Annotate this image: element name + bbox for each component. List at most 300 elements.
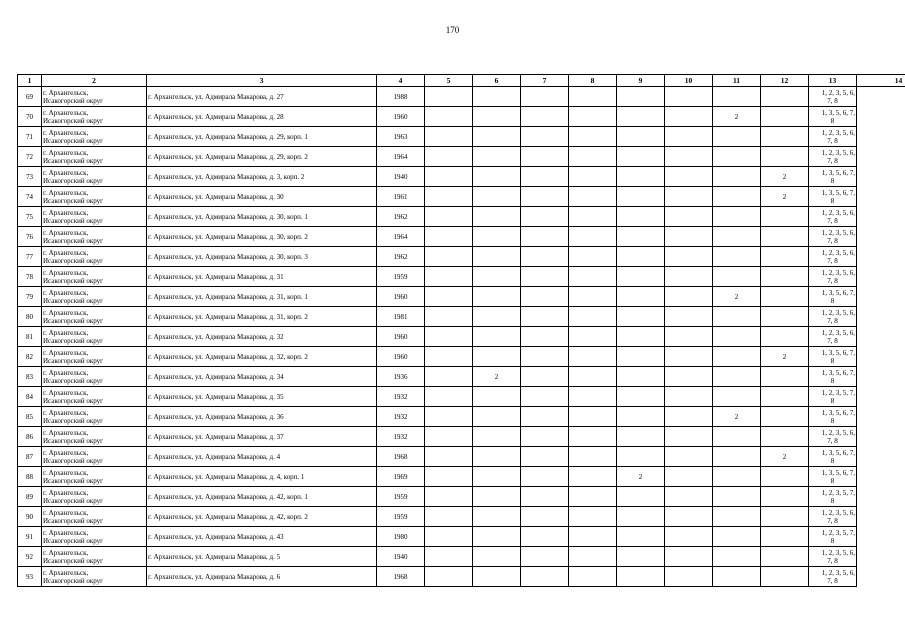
row-number: 88 (18, 467, 42, 487)
address-cell: г. Архангельск, ул. Адмирала Макарова, д. 31, корп. 2 (147, 307, 377, 327)
value-cell-col-6 (473, 447, 521, 467)
value-cell-col-11 (713, 247, 761, 267)
value-cell-col-11 (713, 527, 761, 547)
municipality-line: Исакогорский округ (43, 336, 104, 345)
row-number: 87 (18, 447, 42, 467)
address-cell: г. Архангельск, ул. Адмирала Макарова, д. 32, корп. 2 (147, 347, 377, 367)
value-cell-col-6 (473, 507, 521, 527)
year-cell: 1960 (377, 287, 425, 307)
year-cell: 1963 (377, 127, 425, 147)
value-cell-col-5 (425, 267, 473, 287)
value-cell-col-7 (521, 527, 569, 547)
value-cell-col-5 (425, 187, 473, 207)
municipality-line: г. Архангельск, (43, 308, 89, 317)
table-row (18, 107, 905, 127)
year-cell: 1959 (377, 267, 425, 287)
work-types-line: 1, 2, 3, 5, 6, (821, 308, 855, 317)
address-cell: г. Архангельск, ул. Адмирала Макарова, д. 31, корп. 1 (147, 287, 377, 307)
value-cell-col-7 (521, 107, 569, 127)
value-cell-col-5 (425, 527, 473, 547)
value-cell-col-12: 2 (761, 187, 809, 207)
work-types-line: 8 (830, 376, 835, 385)
value-cell-col-6 (473, 547, 521, 567)
table-body (18, 87, 905, 587)
value-cell-col-12 (761, 427, 809, 447)
table-row (18, 507, 905, 527)
value-cell-col-12: 2 (761, 447, 809, 467)
value-cell-col-5 (425, 87, 473, 107)
value-cell-col-11 (713, 207, 761, 227)
value-cell-col-9 (617, 247, 665, 267)
value-cell-col-7 (521, 267, 569, 287)
value-cell-col-5 (425, 507, 473, 527)
value-cell-col-12 (761, 527, 809, 547)
row-number: 93 (18, 567, 42, 587)
column-header-9: 9 (617, 75, 665, 87)
row-number: 83 (18, 367, 42, 387)
municipality-line: Исакогорский округ (43, 196, 104, 205)
value-cell-col-6 (473, 487, 521, 507)
value-cell-col-7 (521, 167, 569, 187)
value-cell-col-5 (425, 487, 473, 507)
year-cell: 1964 (377, 227, 425, 247)
value-cell-col-6: 2 (473, 367, 521, 387)
value-cell-col-9 (617, 367, 665, 387)
work-types-line: 8 (830, 296, 835, 305)
value-cell-col-12 (761, 547, 809, 567)
row-number: 80 (18, 307, 42, 327)
value-cell-col-6 (473, 347, 521, 367)
value-cell-col-9 (617, 207, 665, 227)
municipality-cell (42, 387, 147, 407)
value-cell-col-12 (761, 247, 809, 267)
work-types-line: 7, 8 (827, 576, 838, 585)
work-types-line: 1, 3, 5, 6, 7, (821, 408, 855, 417)
row-number: 89 (18, 487, 42, 507)
row-number: 72 (18, 147, 42, 167)
address-cell: г. Архангельск, ул. Адмирала Макарова, д. 29, корп. 2 (147, 147, 377, 167)
value-cell-col-5 (425, 147, 473, 167)
value-cell-col-7 (521, 347, 569, 367)
work-types-line: 1, 3, 5, 6, 7, (821, 288, 855, 297)
value-cell-col-5 (425, 287, 473, 307)
value-cell-col-10 (665, 107, 713, 127)
work-types-cell (809, 427, 857, 447)
municipality-cell (42, 267, 147, 287)
work-types-line: 7, 8 (827, 256, 838, 265)
address-cell: г. Архангельск, ул. Адмирала Макарова, д. 5 (147, 547, 377, 567)
municipality-line: г. Архангельск, (43, 328, 89, 337)
value-cell-col-12 (761, 567, 809, 587)
value-cell-col-11 (713, 447, 761, 467)
value-cell-col-5 (425, 367, 473, 387)
value-cell-col-8 (569, 447, 617, 467)
value-cell-col-6 (473, 527, 521, 547)
municipality-cell (42, 567, 147, 587)
value-cell-col-7 (521, 187, 569, 207)
municipality-line: Исакогорский округ (43, 576, 104, 585)
value-cell-col-8 (569, 547, 617, 567)
value-cell-col-10 (665, 487, 713, 507)
value-cell-col-8 (569, 187, 617, 207)
value-cell-col-9 (617, 267, 665, 287)
year-cell: 1960 (377, 327, 425, 347)
year-cell: 1932 (377, 387, 425, 407)
value-cell-col-10 (665, 267, 713, 287)
row-number: 91 (18, 527, 42, 547)
municipality-line: г. Архангельск, (43, 148, 89, 157)
work-types-line: 8 (830, 356, 835, 365)
value-cell-col-9 (617, 107, 665, 127)
column-header-4: 4 (377, 75, 425, 87)
value-cell-col-6 (473, 107, 521, 127)
work-types-cell (809, 387, 857, 407)
value-cell-col-8 (569, 287, 617, 307)
value-cell-col-9 (617, 187, 665, 207)
table-row (18, 287, 905, 307)
table-row (18, 487, 905, 507)
municipality-line: г. Архангельск, (43, 168, 89, 177)
work-types-cell (809, 487, 857, 507)
row-number: 69 (18, 87, 42, 107)
work-types-line: 1, 2, 3, 5, 6, (821, 88, 855, 97)
work-types-cell (809, 167, 857, 187)
address-cell: г. Архангельск, ул. Адмирала Макарова, д. 30, корп. 3 (147, 247, 377, 267)
work-types-line: 8 (830, 396, 835, 405)
work-types-cell (809, 567, 857, 587)
value-cell-col-12 (761, 267, 809, 287)
row-number: 70 (18, 107, 42, 127)
address-cell: г. Архангельск, ул. Адмирала Макарова, д. 29, корп. 1 (147, 127, 377, 147)
value-cell-col-9 (617, 507, 665, 527)
value-cell-col-11 (713, 127, 761, 147)
work-types-cell (809, 347, 857, 367)
municipality-line: г. Архангельск, (43, 528, 89, 537)
municipality-cell (42, 307, 147, 327)
column-header-2: 2 (42, 75, 147, 87)
value-cell-col-10 (665, 127, 713, 147)
table-row (18, 547, 905, 567)
municipality-line: г. Архангельск, (43, 368, 89, 377)
row-number: 85 (18, 407, 42, 427)
value-cell-col-8 (569, 107, 617, 127)
value-cell-col-9 (617, 347, 665, 367)
value-cell-col-7 (521, 287, 569, 307)
value-cell-col-8 (569, 507, 617, 527)
municipality-line: Исакогорский округ (43, 96, 104, 105)
municipality-cell (42, 427, 147, 447)
value-cell-col-9: 2 (617, 467, 665, 487)
work-types-line: 7, 8 (827, 136, 838, 145)
value-cell-col-9 (617, 387, 665, 407)
municipality-line: г. Архангельск, (43, 288, 89, 297)
work-types-line: 1, 3, 5, 6, 7, (821, 448, 855, 457)
value-cell-col-6 (473, 207, 521, 227)
value-cell-col-11 (713, 567, 761, 587)
value-cell-col-6 (473, 327, 521, 347)
municipality-cell (42, 207, 147, 227)
value-cell-col-7 (521, 467, 569, 487)
value-cell-col-12 (761, 147, 809, 167)
year-cell: 1962 (377, 247, 425, 267)
address-cell: г. Архангельск, ул. Адмирала Макарова, д. 42, корп. 1 (147, 487, 377, 507)
municipality-line: г. Архангельск, (43, 348, 89, 357)
row-number: 76 (18, 227, 42, 247)
value-cell-col-5 (425, 547, 473, 567)
table-row (18, 187, 905, 207)
value-cell-col-9 (617, 227, 665, 247)
work-types-line: 1, 3, 5, 6, 7, (821, 468, 855, 477)
value-cell-col-12 (761, 207, 809, 227)
work-types-line: 8 (830, 196, 835, 205)
work-types-line: 1, 2, 3, 5, 7, (821, 528, 855, 537)
value-cell-col-10 (665, 467, 713, 487)
year-cell: 1959 (377, 507, 425, 527)
work-types-line: 1, 2, 3, 5, 6, (821, 228, 855, 237)
value-cell-col-8 (569, 127, 617, 147)
column-header-3: 3 (147, 75, 377, 87)
work-types-cell (809, 307, 857, 327)
value-cell-col-9 (617, 547, 665, 567)
value-cell-col-11 (713, 367, 761, 387)
municipality-line: г. Архангельск, (43, 548, 89, 557)
municipality-line: Исакогорский округ (43, 376, 104, 385)
row-number: 82 (18, 347, 42, 367)
work-types-line: 7, 8 (827, 336, 838, 345)
municipality-line: г. Архангельск, (43, 448, 89, 457)
value-cell-col-6 (473, 567, 521, 587)
work-types-cell (809, 207, 857, 227)
value-cell-col-10 (665, 307, 713, 327)
column-header-8: 8 (569, 75, 617, 87)
value-cell-col-10 (665, 207, 713, 227)
value-cell-col-5 (425, 387, 473, 407)
year-cell: 1968 (377, 567, 425, 587)
year-cell: 1980 (377, 527, 425, 547)
value-cell-col-9 (617, 287, 665, 307)
value-cell-col-9 (617, 567, 665, 587)
municipality-cell (42, 447, 147, 467)
address-cell: г. Архангельск, ул. Адмирала Макарова, д. 4, корп. 1 (147, 467, 377, 487)
work-types-line: 1, 3, 5, 6, 7, (821, 108, 855, 117)
table-row (18, 567, 905, 587)
value-cell-col-5 (425, 307, 473, 327)
value-cell-col-7 (521, 247, 569, 267)
value-cell-col-9 (617, 447, 665, 467)
address-cell: г. Архангельск, ул. Адмирала Макарова, д. 3, корп. 2 (147, 167, 377, 187)
value-cell-col-7 (521, 427, 569, 447)
municipality-cell (42, 147, 147, 167)
value-cell-col-6 (473, 287, 521, 307)
value-cell-col-8 (569, 167, 617, 187)
work-types-cell (809, 447, 857, 467)
value-cell-col-7 (521, 87, 569, 107)
work-types-line: 1, 3, 5, 6, 7, (821, 368, 855, 377)
municipality-cell (42, 327, 147, 347)
value-cell-col-11: 2 (713, 107, 761, 127)
value-cell-col-9 (617, 147, 665, 167)
value-cell-col-10 (665, 187, 713, 207)
value-cell-col-6 (473, 147, 521, 167)
table-row (18, 447, 905, 467)
value-cell-col-12 (761, 227, 809, 247)
address-cell: г. Архангельск, ул. Адмирала Макарова, д. 42, корп. 2 (147, 507, 377, 527)
year-cell: 1969 (377, 467, 425, 487)
work-types-cell (809, 327, 857, 347)
value-cell-col-12 (761, 407, 809, 427)
work-types-line: 7, 8 (827, 436, 838, 445)
row-number: 73 (18, 167, 42, 187)
value-cell-col-11 (713, 227, 761, 247)
municipality-cell (42, 127, 147, 147)
row-number: 74 (18, 187, 42, 207)
value-cell-col-8 (569, 347, 617, 367)
value-cell-col-7 (521, 507, 569, 527)
municipality-line: г. Архангельск, (43, 388, 89, 397)
municipality-cell (42, 367, 147, 387)
work-types-line: 8 (830, 496, 835, 505)
municipality-cell (42, 487, 147, 507)
value-cell-col-5 (425, 167, 473, 187)
table-row (18, 307, 905, 327)
value-cell-col-8 (569, 247, 617, 267)
table-row (18, 427, 905, 447)
work-types-line: 7, 8 (827, 156, 838, 165)
value-cell-col-5 (425, 347, 473, 367)
municipality-line: г. Архангельск, (43, 488, 89, 497)
work-types-cell (809, 107, 857, 127)
column-header-10: 10 (665, 75, 713, 87)
table-row (18, 467, 905, 487)
municipality-line: г. Архангельск, (43, 508, 89, 517)
municipality-cell (42, 247, 147, 267)
value-cell-col-10 (665, 327, 713, 347)
value-cell-col-10 (665, 87, 713, 107)
value-cell-col-11 (713, 487, 761, 507)
work-types-line: 1, 2, 3, 5, 6, (821, 568, 855, 577)
value-cell-col-8 (569, 387, 617, 407)
work-types-cell (809, 227, 857, 247)
value-cell-col-10 (665, 147, 713, 167)
value-cell-col-11 (713, 427, 761, 447)
value-cell-col-7 (521, 127, 569, 147)
municipality-line: Исакогорский округ (43, 436, 104, 445)
value-cell-col-8 (569, 527, 617, 547)
table-row (18, 347, 905, 367)
row-number: 81 (18, 327, 42, 347)
work-types-line: 8 (830, 116, 835, 125)
value-cell-col-6 (473, 127, 521, 147)
value-cell-col-10 (665, 367, 713, 387)
municipality-cell (42, 227, 147, 247)
work-types-line: 1, 3, 5, 6, 7, (821, 348, 855, 357)
value-cell-col-8 (569, 407, 617, 427)
table-row (18, 527, 905, 547)
value-cell-col-5 (425, 447, 473, 467)
municipality-line: Исакогорский округ (43, 496, 104, 505)
municipality-line: Исакогорский округ (43, 536, 104, 545)
value-cell-col-12 (761, 287, 809, 307)
municipality-line: Исакогорский округ (43, 516, 104, 525)
address-cell: г. Архангельск, ул. Адмирала Макарова, д. 37 (147, 427, 377, 447)
column-header-13: 13 (809, 75, 857, 87)
value-cell-col-8 (569, 327, 617, 347)
value-cell-col-12 (761, 507, 809, 527)
address-cell: г. Архангельск, ул. Адмирала Макарова, д. 31 (147, 267, 377, 287)
work-types-line: 1, 2, 3, 5, 6, (821, 548, 855, 557)
address-cell: г. Архангельск, ул. Адмирала Макарова, д. 28 (147, 107, 377, 127)
value-cell-col-6 (473, 167, 521, 187)
value-cell-col-5 (425, 207, 473, 227)
year-cell: 1940 (377, 547, 425, 567)
value-cell-col-12 (761, 87, 809, 107)
value-cell-col-9 (617, 127, 665, 147)
value-cell-col-9 (617, 167, 665, 187)
value-cell-col-7 (521, 207, 569, 227)
value-cell-col-8 (569, 467, 617, 487)
value-cell-col-11 (713, 187, 761, 207)
municipality-line: Исакогорский округ (43, 236, 104, 245)
address-cell: г. Архангельск, ул. Адмирала Макарова, д. 43 (147, 527, 377, 547)
page-number: 170 (445, 25, 460, 35)
work-types-line: 1, 2, 3, 5, 6, (821, 248, 855, 257)
value-cell-col-12 (761, 107, 809, 127)
value-cell-col-8 (569, 147, 617, 167)
value-cell-col-12 (761, 367, 809, 387)
work-types-cell (809, 507, 857, 527)
address-cell: г. Архангельск, ул. Адмирала Макарова, д. 30, корп. 2 (147, 227, 377, 247)
value-cell-col-9 (617, 427, 665, 447)
municipality-line: Исакогорский округ (43, 156, 104, 165)
value-cell-col-8 (569, 307, 617, 327)
row-number: 86 (18, 427, 42, 447)
year-cell: 1932 (377, 427, 425, 447)
year-cell: 1964 (377, 147, 425, 167)
work-types-line: 1, 2, 3, 5, 6, (821, 128, 855, 137)
value-cell-col-10 (665, 447, 713, 467)
municipality-line: Исакогорский округ (43, 316, 104, 325)
municipality-cell (42, 527, 147, 547)
value-cell-col-8 (569, 427, 617, 447)
value-cell-col-10 (665, 287, 713, 307)
work-types-line: 1, 2, 3, 5, 6, (821, 268, 855, 277)
municipality-line: г. Архангельск, (43, 468, 89, 477)
value-cell-col-7 (521, 327, 569, 347)
value-cell-col-7 (521, 547, 569, 567)
column-header-14: 14 (857, 75, 905, 87)
value-cell-col-9 (617, 307, 665, 327)
value-cell-col-5 (425, 467, 473, 487)
value-cell-col-11 (713, 307, 761, 327)
value-cell-col-10 (665, 387, 713, 407)
value-cell-col-12 (761, 467, 809, 487)
column-header-11: 11 (713, 75, 761, 87)
work-types-cell (809, 527, 857, 547)
work-types-cell (809, 407, 857, 427)
work-types-cell (809, 267, 857, 287)
work-types-cell (809, 247, 857, 267)
address-cell: г. Архангельск, ул. Адмирала Макарова, д. 34 (147, 367, 377, 387)
table-row (18, 87, 905, 107)
municipality-cell (42, 467, 147, 487)
year-cell: 1962 (377, 207, 425, 227)
table-row (18, 367, 905, 387)
address-cell: г. Архангельск, ул. Адмирала Макарова, д. 36 (147, 407, 377, 427)
value-cell-col-10 (665, 227, 713, 247)
municipality-line: г. Архангельск, (43, 108, 89, 117)
municipality-line: г. Архангельск, (43, 188, 89, 197)
municipality-cell (42, 287, 147, 307)
